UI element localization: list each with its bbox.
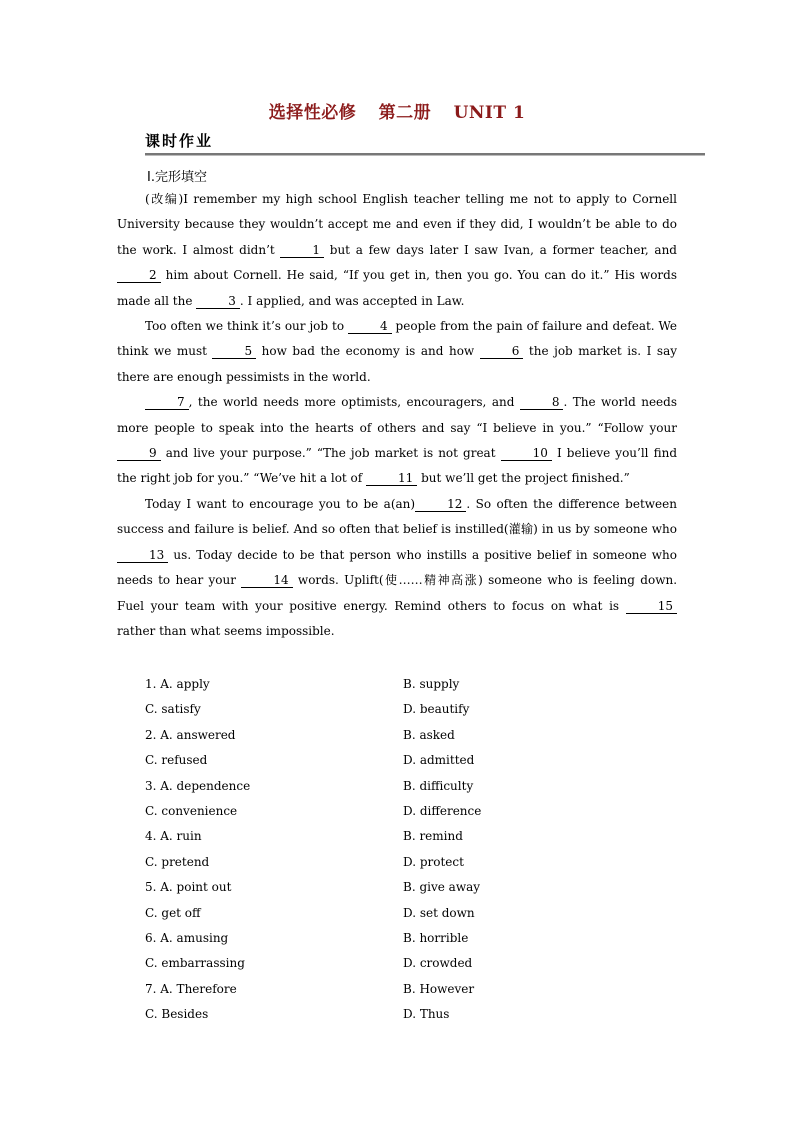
- option-row: [145, 672, 545, 697]
- blank-9: 9: [117, 446, 161, 461]
- option-row: [145, 850, 545, 875]
- passage-text: but we’ll get the project finished.”: [417, 471, 630, 486]
- passage-text: and live your purpose.” “The job market is not great: [160, 446, 501, 461]
- title-part-1: 选择性必修: [268, 103, 357, 123]
- option-right: D. admitted: [403, 753, 475, 768]
- passage-text: the job market is. I say there are enough pessimists in the world.: [117, 344, 677, 384]
- option-row: [145, 723, 545, 748]
- passage-text: Today I want to encourage you to be a(an): [145, 496, 416, 511]
- option-left: C. get off: [145, 905, 201, 920]
- passage-text: , the world needs more optimists, encouragers, and: [188, 395, 520, 410]
- option-right: D. beautify: [403, 702, 470, 717]
- option-right: D. difference: [403, 803, 482, 818]
- option-left: 7. A. Therefore: [145, 981, 237, 996]
- blank-5: 5: [212, 344, 256, 359]
- blank-12: 12: [415, 497, 466, 512]
- blank-7: 7: [145, 395, 189, 410]
- blank-13: 13: [117, 548, 168, 563]
- blank-1: 1: [280, 243, 324, 258]
- option-left: 5. A. point out: [145, 880, 232, 895]
- passage-text: . So often the difference between success and failure is belief. And so often that belief is instilled(灌输) in us by someone who: [117, 496, 677, 537]
- option-left: 3. A. dependence: [145, 778, 251, 793]
- option-right: B. supply: [403, 677, 460, 691]
- option-right: B. difficulty: [403, 778, 474, 793]
- passage-text: . The world needs more people to speak into the hearts of others and say “I believe in you.” “Follow your: [117, 395, 677, 435]
- title-part-3: UNIT 1: [453, 103, 526, 123]
- passage-text: (改编)I remember my high school English teacher telling me not to apply to Cornell University because they wouldn’t accept me and even if they did, I wouldn’t be able to do the work. I almost didn’t: [117, 192, 677, 257]
- cloze-passage: [117, 187, 677, 644]
- option-left: 1. A. apply: [145, 677, 210, 691]
- option-right: B. give away: [403, 880, 481, 895]
- option-row: [145, 748, 545, 773]
- passage-text: rather than what seems impossible.: [117, 623, 335, 638]
- homework-label: 课时作业: [145, 132, 214, 150]
- blank-3: 3: [196, 294, 240, 309]
- option-left: C. convenience: [145, 803, 238, 818]
- section-heading: Ⅰ.完形填空: [147, 170, 207, 185]
- paragraph-1: [117, 187, 677, 314]
- option-right: D. protect: [403, 854, 464, 869]
- passage-text: us. Today decide to be that person who instills a positive belief in someone who needs to hear your: [117, 547, 677, 588]
- option-left: C. refused: [145, 753, 208, 768]
- passage-text: Too often we think it’s our job to: [145, 319, 348, 334]
- option-row: [145, 774, 545, 799]
- option-row: [145, 901, 545, 926]
- paragraph-2: [117, 314, 677, 390]
- option-left: C. satisfy: [145, 702, 201, 717]
- passage-text: how bad the economy is and how: [256, 344, 480, 359]
- option-row: [145, 977, 545, 1002]
- passage-text: . I applied, and was accepted in Law.: [239, 293, 465, 308]
- option-right: B. horrible: [403, 930, 469, 945]
- option-left: 6. A. amusing: [145, 930, 229, 945]
- option-right: D. set down: [403, 905, 475, 920]
- blank-2: 2: [117, 268, 161, 283]
- option-right: B. asked: [403, 727, 455, 742]
- blank-14: 14: [241, 573, 292, 588]
- option-row: [145, 697, 545, 722]
- passage-text: people from the pain of failure and defeat. We think we must: [117, 319, 677, 359]
- blank-6: 6: [480, 344, 524, 359]
- answer-options: [145, 672, 545, 1027]
- blank-4: 4: [348, 319, 392, 334]
- option-right: D. crowded: [403, 956, 473, 971]
- option-left: 2. A. answered: [145, 727, 236, 742]
- option-left: C. Besides: [145, 1007, 209, 1022]
- option-row: [145, 875, 545, 900]
- option-left: C. embarrassing: [145, 956, 245, 971]
- option-right: B. However: [403, 981, 475, 996]
- header-rule: [145, 153, 705, 156]
- option-left: 4. A. ruin: [145, 829, 202, 844]
- option-right: B. remind: [403, 829, 463, 844]
- passage-text: but a few days later I saw Ivan, a former teacher, and: [324, 242, 677, 257]
- passage-text: I believe you’ll find the right job for you.” “We’ve hit a lot of: [117, 446, 677, 486]
- blank-15: 15: [626, 599, 677, 614]
- document-title: [0, 98, 794, 123]
- option-right: D. Thus: [403, 1007, 450, 1022]
- option-row: [145, 824, 545, 849]
- option-row: [145, 1002, 545, 1027]
- blank-8: 8: [520, 395, 564, 410]
- option-row: [145, 926, 545, 951]
- option-row: [145, 951, 545, 976]
- option-left: C. pretend: [145, 854, 210, 869]
- option-row: [145, 799, 545, 824]
- blank-10: 10: [501, 446, 552, 461]
- passage-text: him about Cornell. He said, “If you get in, then you go. You can do it.” His words made all the: [117, 268, 677, 308]
- passage-text: words. Uplift(使……精神高涨) someone who is feeling down. Fuel your team with your positive energy. Remind others to focus on what is: [117, 573, 678, 613]
- paragraph-3: [117, 390, 677, 492]
- blank-11: 11: [366, 471, 417, 486]
- title-part-2: 第二册: [378, 103, 432, 123]
- paragraph-4: [117, 492, 677, 644]
